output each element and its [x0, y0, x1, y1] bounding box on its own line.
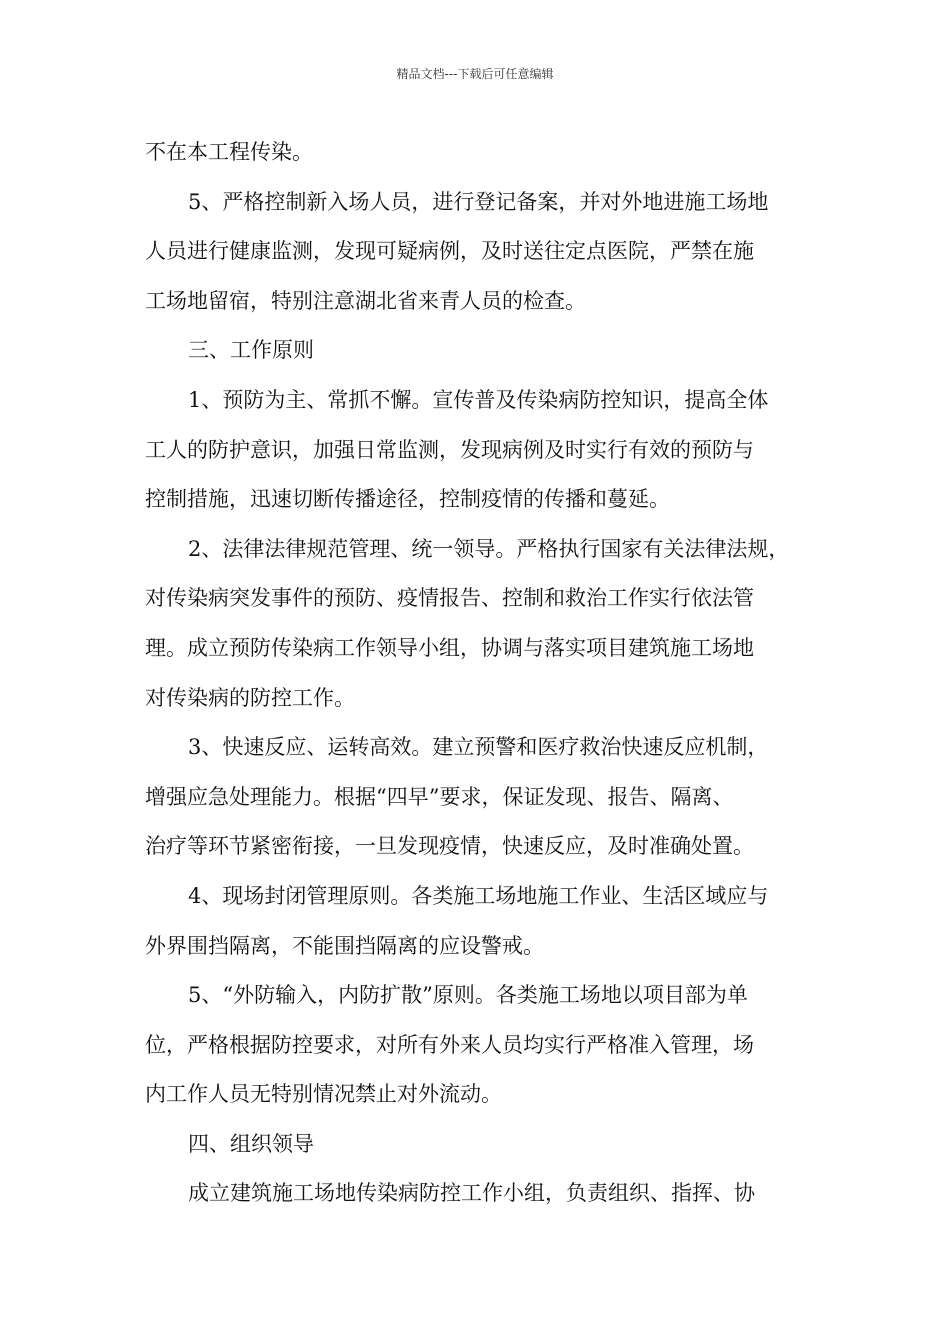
text-line: 对传染病的防控工作。	[145, 685, 355, 710]
text-line: 5、“外防输入，内防扩散”原则。各类施工场地以项目部为单	[188, 983, 748, 1008]
text-line: 对传染病突发事件的预防、疫情报告、控制和救治工作实行依法管	[145, 586, 754, 611]
text-line: 理。成立预防传染病工作领导小组，协调与落实项目建筑施工场地	[145, 635, 754, 660]
page-header: 精品文档---下载后可任意编辑	[396, 67, 554, 81]
text-line: 1、预防为主、常抓不懈。宣传普及传染病防控知识，提高全体	[188, 387, 769, 412]
text-line: 工场地留宿，特别注意湖北省来青人员的检查。	[145, 288, 586, 313]
document-body	[145, 128, 810, 1219]
text-line: 不在本工程传染。	[145, 140, 313, 164]
text-line: 人员进行健康监测，发现可疑病例，及时送往定点医院，严禁在施	[145, 239, 754, 264]
text-line: 治疗等环节紧密衔接，一旦发现疫情，快速反应，及时准确处置。	[145, 834, 754, 859]
text-line: 增强应急处理能力。根据“四早”要求，保证发现、报告、隔离、	[145, 784, 734, 809]
text-line: 3、快速反应、运转高效。建立预警和医疗救治快速反应机制，	[188, 735, 769, 760]
text-line: 位，严格根据防控要求，对所有外来人员均实行严格准入管理，场	[145, 1032, 754, 1057]
text-line: 5、严格控制新入场人员，进行登记备案，并对外地进施工场地	[188, 189, 769, 214]
text-line: 工人的防护意识，加强日常监测，发现病例及时实行有效的预防与	[145, 437, 754, 462]
text-line: 4、现场封闭管理原则。各类施工场地施工作业、生活区域应与	[188, 883, 769, 908]
text-line: 成立建筑施工场地传染病防控工作小组，负责组织、指挥、协	[188, 1181, 755, 1206]
text-line: 四、组织领导	[188, 1131, 314, 1156]
text-line: 外界围挡隔离，不能围挡隔离的应设警戒。	[145, 933, 544, 958]
text-line: 三、工作原则	[188, 338, 314, 363]
text-line: 内工作人员无特别情况禁止对外流动。	[145, 1082, 502, 1107]
text-line: 2、法律法律规范管理、统一领导。严格执行国家有关法律法规，	[188, 536, 790, 561]
text-line: 控制措施，迅速切断传播途径，控制疫情的传播和蔓延。	[145, 487, 670, 512]
